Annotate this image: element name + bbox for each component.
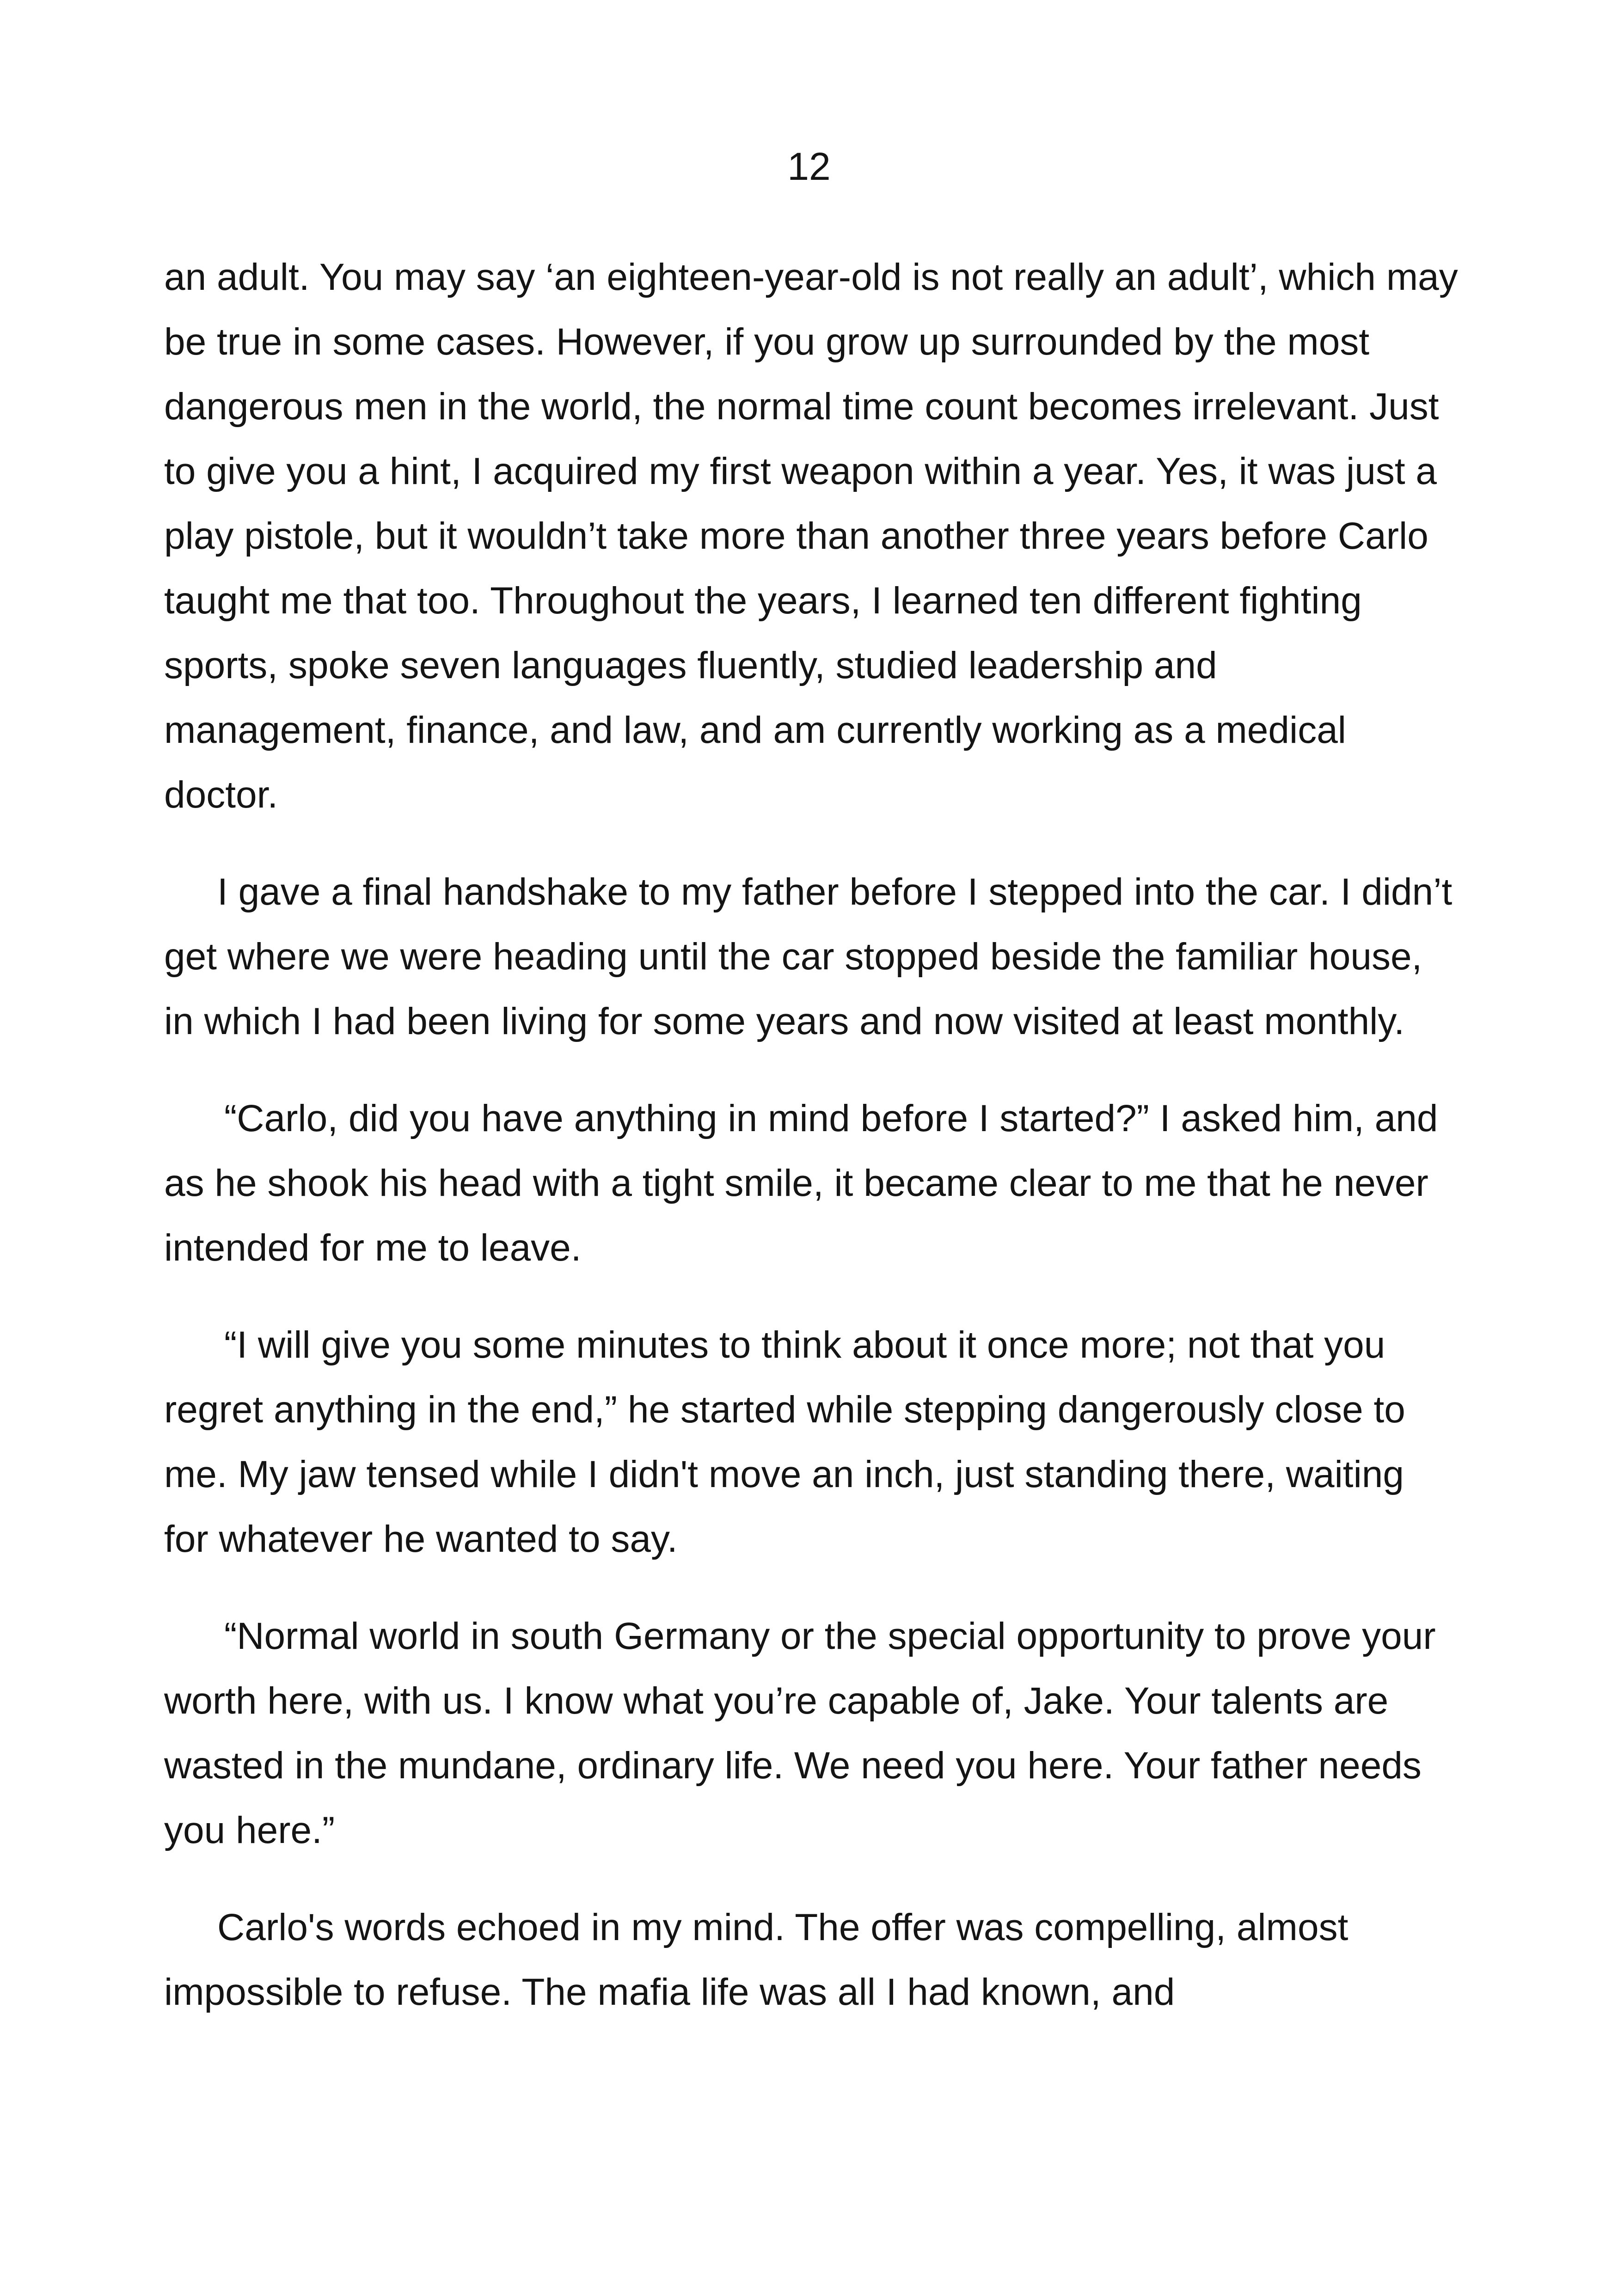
paragraph: “I will give you some minutes to think about it once more; not that you regret anything in the end,” he started while stepping dangerously close to me. My jaw tensed while I didn't move an inch, just standing there, waiting for whatever he wanted to say. xyxy=(164,1324,1405,1560)
paragraph: “Carlo, did you have anything in mind before I started?” I asked him, and as he shook his head with a tight smile, it became clear to me that he never intended for me to leave. xyxy=(164,1097,1438,1269)
paragraph: an adult. You may say ‘an eighteen-year-old is not really an adult’, which may be true in some cases. However, if you grow up surrounded by the most dangerous men in the world, the normal time count becomes irrelevant. Just to give you a hint, I acquired my first weapon within a year. Yes, it was just a play pistole, but it wouldn’t take more than another three years before Carlo taught me that too. Throughout the years, I learned ten different fighting sports, spoke seven languages fluently, studied leadership and management, finance, and law, and am currently working as a medical doctor. xyxy=(164,256,1458,816)
paragraph: Carlo's words echoed in my mind. The offer was compelling, almost impossible to refuse. The mafia life was all I had known, and xyxy=(164,1906,1348,2013)
body-text xyxy=(164,245,1459,2057)
paragraph: I gave a final handshake to my father before I stepped into the car. I didn’t get where we were heading until the car stopped beside the familiar house, in which I had been living for some years and now visited at least monthly. xyxy=(164,871,1453,1042)
paragraph: “Normal world in south Germany or the special opportunity to prove your worth here, with us. I know what you’re capable of, Jake. Your talents are wasted in the mundane, ordinary life. We need you here. Your father needs you here.” xyxy=(164,1615,1436,1851)
page-number: 12 xyxy=(787,145,831,188)
